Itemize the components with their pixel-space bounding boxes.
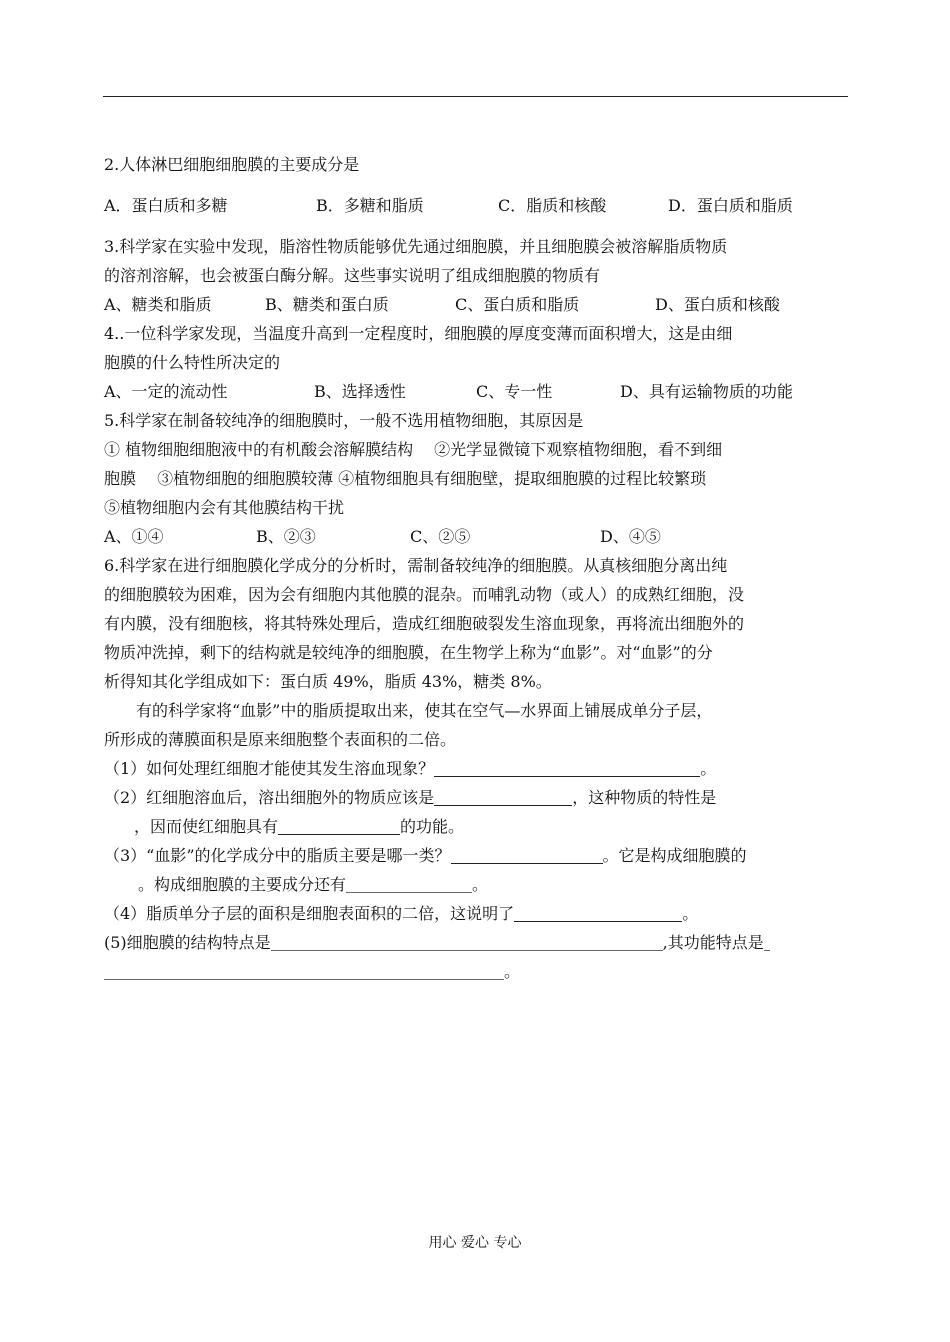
q2-option-d: D．蛋白质和脂质 [668, 196, 793, 215]
q6-sub-4 [104, 899, 849, 928]
q6-sub-2-mid: ，这种物质的特性是 [572, 788, 717, 807]
q6-paragraph-1-line-4: 物质冲洗掉，剩下的结构就是较纯净的细胞膜，在生物学上称为“血影”。对“血影”的分 [104, 643, 713, 662]
q6-sub-5-line-2 [104, 957, 849, 986]
q3-option-a: A、糖类和脂质 [104, 295, 212, 314]
q6-sub-3-prompt: （3）“血影”的化学成分中的脂质主要是哪一类？ [104, 846, 451, 865]
q6-sub-5-structure-blank[interactable] [271, 932, 663, 951]
q6-sub-3-mid: 。它是构成细胞膜的 [602, 846, 747, 865]
q6-sub-3-lipid-blank[interactable] [451, 845, 603, 864]
q6-sub-3-component-blank[interactable] [346, 874, 472, 893]
q6-sub-4-prompt: （4）脂质单分子层的面积是细胞表面积的二倍，这说明了 [104, 904, 515, 923]
q3-options [104, 290, 849, 319]
q6-sub-4-end: 。 [682, 904, 699, 923]
q6-sub-2-end: 的功能。 [400, 817, 465, 836]
q6-sub-1 [104, 754, 849, 783]
q6-sub-2-line-2 [104, 812, 849, 841]
q6-sub-3-end: 。 [472, 875, 489, 894]
q3-option-c: C、蛋白质和脂质 [455, 295, 580, 314]
q6-sub-2-prompt: （2）红细胞溶血后，溶出细胞外的物质应该是 [104, 788, 435, 807]
q6-sub-2-line-1 [104, 783, 849, 812]
q6-sub-4-answer-blank[interactable] [514, 903, 682, 922]
q6-sub-5-end: 。 [504, 962, 521, 981]
q5-option-b: B、②③ [256, 527, 316, 546]
q4-option-c: C、专一性 [476, 382, 553, 401]
q6-sub-3-continuation: 。构成细胞膜的主要成分还有 [138, 875, 347, 894]
q3-stem-line-2: 的溶剂溶解，也会被蛋白酶分解。这些事实说明了组成细胞膜的物质有 [104, 266, 601, 285]
q2-option-c: C．脂质和核酸 [498, 196, 607, 215]
q6-sub-1-end: 。 [700, 759, 717, 778]
q2-stem: 2.人体淋巴细胞细胞膜的主要成分是 [104, 155, 360, 174]
q6-paragraph-2-line-1: 有的科学家将“血影”中的脂质提取出来，使其在空气—水界面上铺展成单分子层， [136, 701, 713, 720]
q6-sub-5-prompt: (5)细胞膜的结构特点是 [104, 933, 271, 952]
q5-reasons-line-1: ① 植物细胞细胞液中的有机酸会溶解膜结构 ②光学显微镜下观察植物细胞，看不到细 [104, 440, 723, 459]
q5-options [104, 522, 849, 551]
q6-paragraph-2-line-2: 所形成的薄膜面积是原来细胞整个表面积的二倍。 [104, 730, 457, 749]
q3-option-d: D、蛋白质和核酸 [655, 295, 780, 314]
q5-option-c: C、②⑤ [410, 527, 471, 546]
q5-stem: 5.科学家在制备较纯净的细胞膜时，一般不选用植物细胞，其原因是 [104, 411, 584, 430]
q6-sub-1-prompt: （1）如何处理红细胞才能使其发生溶血现象？ [104, 759, 435, 778]
q2-option-a: A．蛋白质和多糖 [104, 196, 228, 215]
q5-reasons-line-3: ⑤植物细胞内会有其他膜结构干扰 [104, 498, 345, 517]
q3-option-b: B、糖类和蛋白质 [265, 295, 389, 314]
q6-paragraph-1-line-5: 析得知其化学组成如下：蛋白质 49%，脂质 43%，糖类 8%。 [104, 672, 552, 691]
worksheet-body [104, 150, 849, 986]
q6-sub-5-function-blank[interactable] [104, 961, 504, 980]
q4-option-d: D、具有运输物质的功能 [620, 382, 793, 401]
q6-sub-2-function-blank[interactable] [278, 816, 400, 835]
q6-sub-1-answer-blank[interactable] [434, 758, 700, 777]
q2-option-b: B．多糖和脂质 [316, 196, 424, 215]
q6-sub-3-line-1 [104, 841, 849, 870]
q4-stem-line-1: 4..一位科学家发现，当温度升高到一定程度时，细胞膜的厚度变薄而面积增大，这是由细 [104, 324, 733, 343]
q2-options [104, 191, 849, 220]
q5-reasons-line-2: 胞膜 ③植物细胞的细胞膜较薄 ④植物细胞具有细胞壁，提取细胞膜的过程比较繁琐 [104, 469, 707, 488]
q6-paragraph-1-line-3: 有内膜，没有细胞核，将其特殊处理后，造成红细胞破裂发生溶血现象，再将流出细胞外的 [104, 614, 745, 633]
q6-sub-2-continuation: ，因而使红细胞具有 [134, 817, 279, 836]
q3-stem-line-1: 3.科学家在实验中发现，脂溶性物质能够优先通过细胞膜，并且细胞膜会被溶解脂质物质 [104, 237, 728, 256]
q6-sub-2-substance-blank[interactable] [434, 787, 572, 806]
q4-option-b: B、选择透性 [314, 382, 406, 401]
q6-paragraph-1-line-1: 6.科学家在进行细胞膜化学成分的分析时，需制备较纯净的细胞膜。从真核细胞分离出纯 [104, 556, 728, 575]
q5-option-a: A、①④ [104, 527, 164, 546]
page-footer: 用心 爱心 专心 [428, 1235, 522, 1251]
q6-sub-5-mid: ,其功能特点是 [662, 933, 764, 952]
q4-options [104, 377, 849, 406]
q4-stem-line-2: 胞膜的什么特性所决定的 [104, 353, 281, 372]
q5-option-d: D、④⑤ [600, 527, 661, 546]
q6-sub-3-line-2 [104, 870, 849, 899]
q6-paragraph-1-line-2: 的细胞膜较为困难，因为会有细胞内其他膜的混杂。而哺乳动物（或人）的成熟红细胞，没 [104, 585, 745, 604]
q4-option-a: A、一定的流动性 [104, 382, 228, 401]
header-rule [103, 96, 848, 97]
q6-sub-5-line-1 [104, 928, 849, 957]
